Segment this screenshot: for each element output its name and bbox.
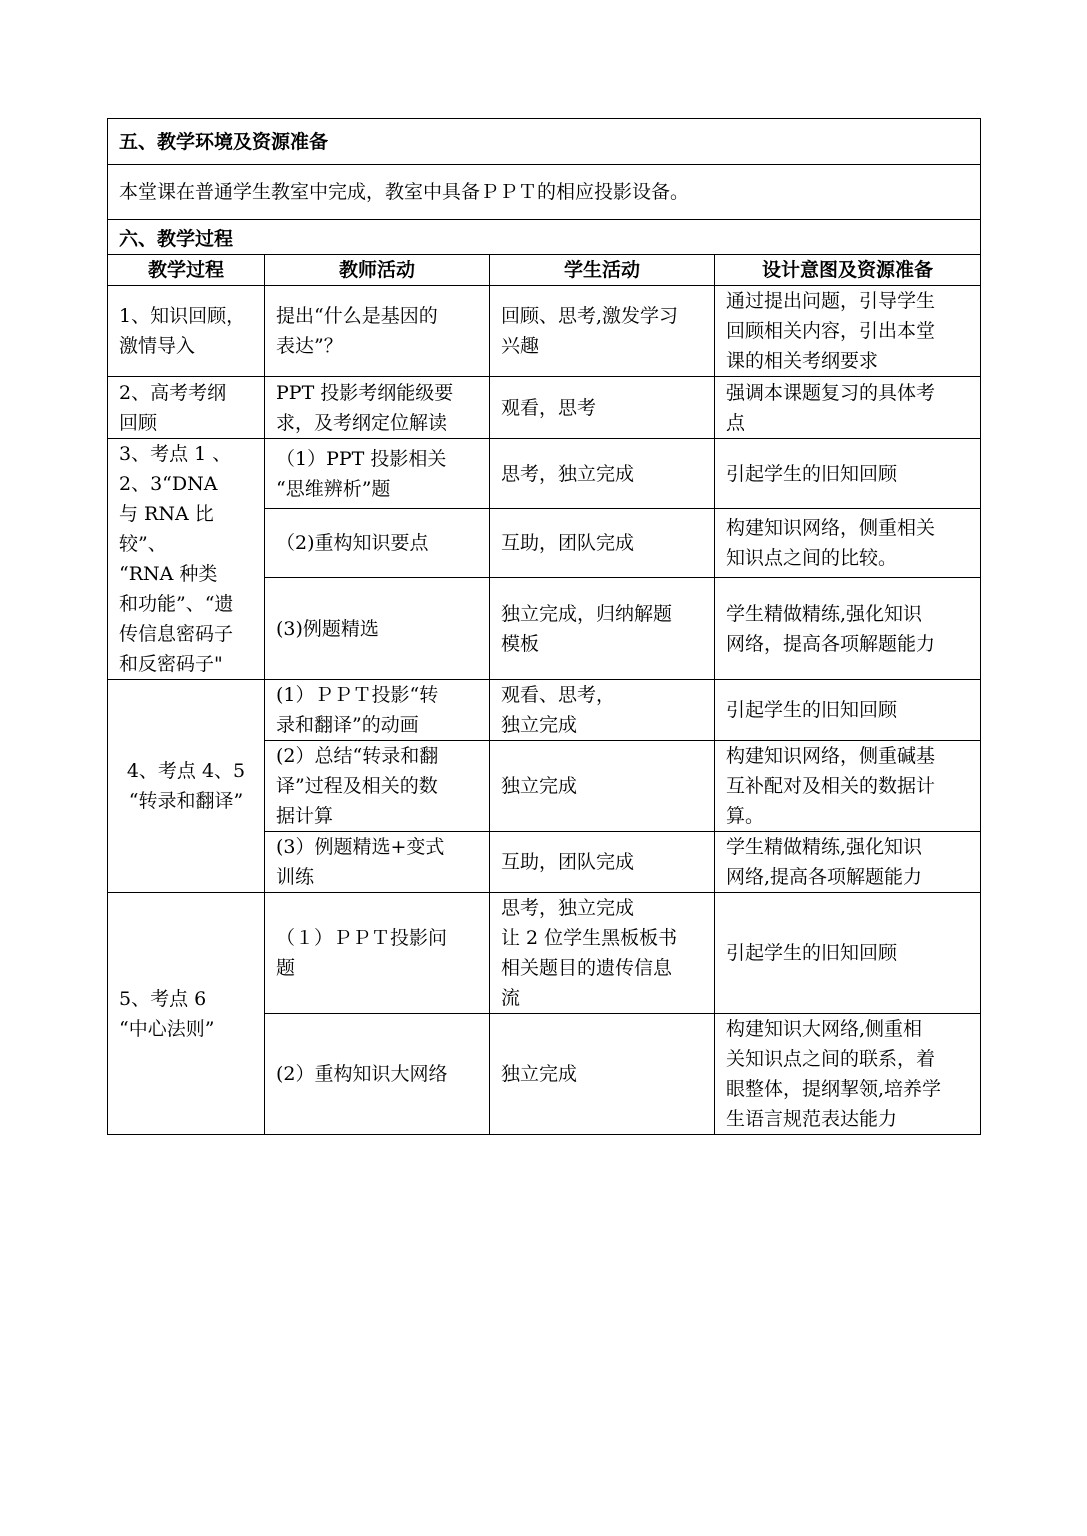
section6-title: 六、教学过程	[108, 220, 981, 255]
student-activity: 独立完成，归纳解题 模板	[501, 602, 673, 655]
student-activity: 思考，独立完成	[501, 462, 635, 485]
design-intent-cell	[715, 439, 981, 509]
table-row	[108, 893, 981, 1014]
student-activity-cell	[490, 832, 715, 893]
teacher-activity: (2）总结“转录和翻 译”过程及相关的数 据计算	[276, 745, 439, 827]
teacher-activity: PPT 投影考纲能级要 求，及考纲定位解读	[276, 381, 454, 434]
student-activity-cell	[490, 893, 715, 1014]
student-activity: 独立完成	[501, 1063, 578, 1085]
design-intent-cell	[715, 1014, 981, 1135]
teacher-activity: (2）重构知识大网络	[276, 1063, 448, 1085]
design-intent: 引起学生的旧知回顾	[726, 462, 898, 485]
student-activity-cell	[490, 680, 715, 741]
teacher-activity: 提出“什么是基因的 表达”？	[276, 305, 438, 357]
column-header-stage: 教学过程	[108, 255, 265, 286]
design-intent: 引起学生的旧知回顾	[726, 942, 898, 964]
student-activity: 思考，独立完成 让 2 位学生黑板板书 相关题目的遗传信息 流	[501, 897, 678, 1009]
stage-cell	[108, 377, 265, 439]
teacher-activity-cell	[265, 578, 490, 680]
student-activity: 独立完成	[501, 775, 578, 797]
student-activity-cell	[490, 286, 715, 377]
design-intent: 构建知识大网络,侧重相 关知识点之间的联系，着 眼整体，提纲挈领,培养学 生语言规范表达能力	[726, 1018, 942, 1130]
design-intent: 学生精做精练,强化知识 网络,提高各项解题能力	[726, 836, 923, 888]
stage-label: 5、考点 6 “中心法则”	[119, 987, 215, 1040]
section6-title-row	[108, 220, 981, 255]
teacher-activity-cell	[265, 286, 490, 377]
design-intent-cell	[715, 680, 981, 741]
student-activity: 互助，团队完成	[501, 851, 635, 873]
design-intent: 学生精做精练,强化知识 网络，提高各项解题能力	[726, 602, 936, 655]
teacher-activity-cell	[265, 377, 490, 439]
column-header-student: 学生活动	[490, 255, 715, 286]
student-activity-cell	[490, 377, 715, 439]
column-header-teacher: 教师活动	[265, 255, 490, 286]
stage-cell	[108, 286, 265, 377]
design-intent: 构建知识网络，侧重相关 知识点之间的比较。	[726, 517, 936, 570]
stage-label: 3、考点 1 、 2、3“DNA 与 RNA 比较”、 “RNA 种类 和功能”、“遗 传信息密码子 和反密码子"	[119, 443, 234, 675]
table-row	[108, 439, 981, 509]
teacher-activity-cell	[265, 439, 490, 509]
teacher-activity-cell	[265, 741, 490, 832]
teacher-activity-cell	[265, 509, 490, 578]
teacher-activity-cell	[265, 832, 490, 893]
design-intent-cell	[715, 741, 981, 832]
student-activity-cell	[490, 1014, 715, 1135]
design-intent: 强调本课题复习的具体考 点	[726, 381, 936, 434]
teacher-activity-cell	[265, 893, 490, 1014]
stage-label: 4、考点 4、5 “转录和翻译”	[126, 760, 246, 812]
section5-title-row	[108, 119, 981, 165]
section5-title: 五、教学环境及资源准备	[108, 119, 981, 165]
design-intent-cell	[715, 377, 981, 439]
design-intent-cell	[715, 578, 981, 680]
stage-cell	[108, 680, 265, 893]
stage-cell	[108, 439, 265, 680]
teacher-activity: （1）PPT 投影相关 “思维辨析”题	[276, 447, 447, 500]
table-row	[108, 680, 981, 741]
student-activity: 互助，团队完成	[501, 532, 635, 555]
stage-label: 2、高考考纲 回顾	[119, 381, 227, 434]
table-row	[108, 377, 981, 439]
teacher-activity: (3)例题精选	[276, 617, 379, 640]
design-intent: 通过提出问题，引导学生 回顾相关内容，引出本堂 课的相关考纲要求	[726, 290, 936, 372]
design-intent-cell	[715, 286, 981, 377]
table-row	[108, 286, 981, 377]
design-intent-cell	[715, 893, 981, 1014]
design-intent-cell	[715, 832, 981, 893]
design-intent-cell	[715, 509, 981, 578]
stage-label: 1、知识回顾， 激情导入	[119, 305, 246, 357]
teacher-activity: （2)重构知识要点	[276, 532, 429, 555]
student-activity: 观看、思考， 独立完成	[501, 684, 616, 736]
teacher-activity: (1）ＰＰＴ投影“转 录和翻译”的动画	[276, 684, 439, 736]
teacher-activity: (3）例题精选+变式 训练	[276, 836, 445, 888]
column-header-design: 设计意图及资源准备	[715, 255, 981, 286]
section5-content: 本堂课在普通学生教室中完成，教室中具备ＰＰＴ的相应投影设备。	[108, 165, 981, 220]
teacher-activity: （１）ＰＰＴ投影问 题	[276, 927, 448, 979]
student-activity-cell	[490, 509, 715, 578]
student-activity-cell	[490, 439, 715, 509]
student-activity: 回顾、思考,激发学习 兴趣	[501, 305, 679, 357]
design-intent: 引起学生的旧知回顾	[726, 699, 898, 721]
design-intent: 构建知识网络，侧重碱基 互补配对及相关的数据计 算。	[726, 745, 936, 827]
student-activity: 观看，思考	[501, 396, 597, 419]
stage-cell	[108, 893, 265, 1135]
student-activity-cell	[490, 578, 715, 680]
section5-content-row	[108, 165, 981, 220]
teacher-activity-cell	[265, 1014, 490, 1135]
lesson-plan-table	[107, 118, 981, 1135]
student-activity-cell	[490, 741, 715, 832]
teacher-activity-cell	[265, 680, 490, 741]
column-header-row	[108, 255, 981, 286]
